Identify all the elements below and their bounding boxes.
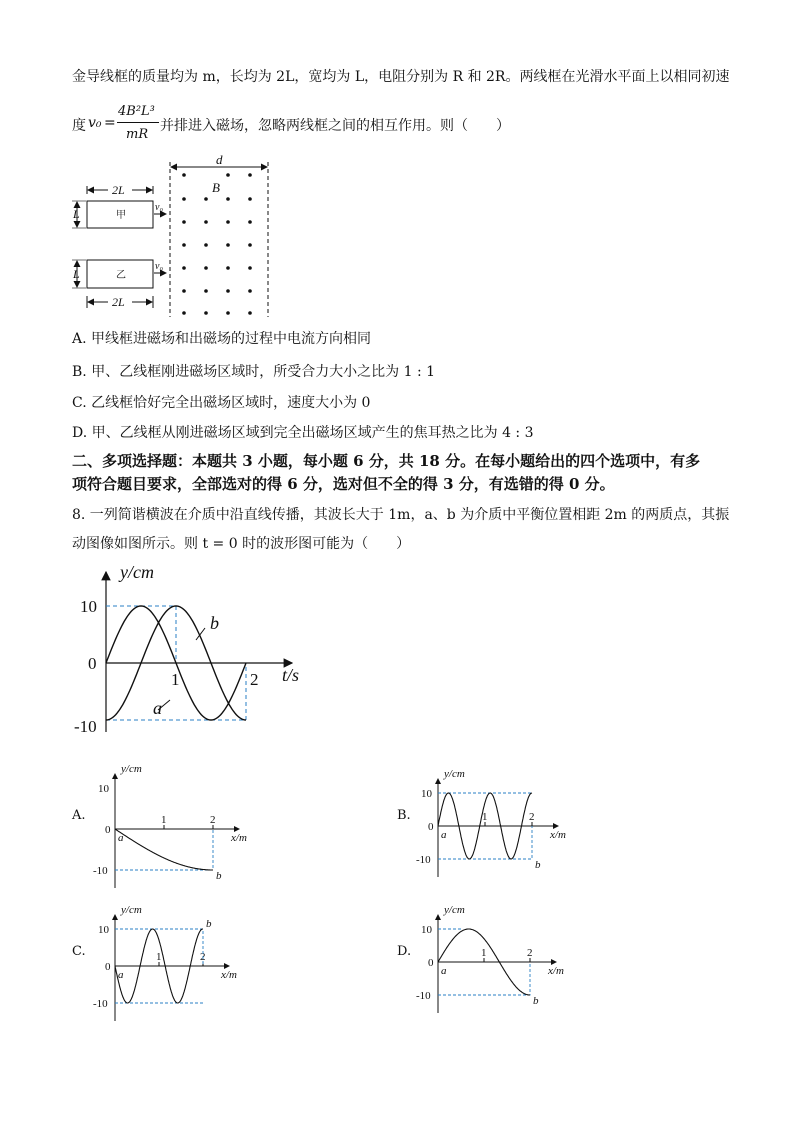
main-y-tick-0: 0 [88, 654, 97, 673]
opt-b-x-tick-2: 2 [529, 811, 535, 823]
field-dot-13 [226, 243, 230, 247]
q7-fraction-denominator: mR [126, 127, 149, 142]
opt-d-y-tick-0: 0 [428, 957, 434, 969]
main-x-tick-2: 2 [250, 670, 259, 689]
opt-a-y-label: y/cm [121, 763, 142, 775]
field-dot-9 [226, 220, 230, 224]
option-b-label: B. [397, 808, 411, 823]
opt-c-y-label: y/cm [121, 904, 142, 916]
field-dot-24 [204, 311, 208, 315]
opt-c-y-tick-10: 10 [98, 924, 109, 936]
magnetic-field-figure [60, 152, 280, 322]
opt-b-y-label: y/cm [444, 768, 465, 780]
field-dot-7 [182, 220, 186, 224]
opt-a-x-label: x/m [231, 832, 247, 844]
main-y-tick-10: 10 [80, 597, 97, 616]
field-dot-19 [182, 289, 186, 293]
field-dot-11 [182, 243, 186, 247]
opt-c-point-a: a [118, 969, 124, 981]
opt-d-point-b: b [533, 995, 539, 1007]
frame-yi-height-label: L [73, 267, 80, 281]
field-dot-1 [226, 173, 230, 177]
opt-c-x-tick-2: 2 [200, 951, 206, 963]
opt-c-y-tick-0: 0 [105, 961, 111, 973]
option-b-waveform [410, 763, 570, 873]
curve-b-label: b [210, 613, 219, 633]
field-dot-8 [204, 220, 208, 224]
field-dot-23 [182, 311, 186, 315]
opt-c-x-tick-1: 1 [156, 951, 162, 963]
option-d-waveform [410, 898, 570, 1010]
option-a-waveform [85, 755, 265, 880]
q7-line-2-suffix: 并排进入磁场，忽略两线框之间的相互作用。则（ ） [160, 118, 510, 134]
q8-line-1: 8. 一列简谐横波在介质中沿直线传播，其波长大于 1m，a、b 为介质中平衡位置相距 2m 的两质点，其振 [72, 507, 730, 523]
main-y-label: y/cm [120, 562, 154, 582]
q7-option-a: A. 甲线框进磁场和出磁场的过程中电流方向相同 [72, 331, 372, 347]
frame-yi-label: 乙 [116, 270, 126, 281]
main-x-label: t/s [282, 665, 300, 685]
field-dot-18 [248, 266, 252, 270]
bottom-width-label: 2L [112, 295, 125, 309]
opt-d-x-tick-1: 1 [481, 947, 487, 959]
q7-eq: = [104, 115, 116, 131]
opt-d-x-tick-2: 2 [527, 947, 533, 959]
field-dot-20 [204, 289, 208, 293]
frame-jia-v-label: v₀ [155, 202, 163, 213]
opt-d-point-a: a [441, 965, 447, 977]
vibration-chart [70, 560, 330, 740]
opt-d-x-label: x/m [548, 965, 564, 977]
opt-d-y-tick-10: 10 [421, 924, 432, 936]
field-dot-16 [204, 266, 208, 270]
field-dot-2 [248, 173, 252, 177]
field-dot-6 [248, 197, 252, 201]
frame-jia-label: 甲 [116, 210, 126, 221]
opt-c-y-tick-neg10: -10 [93, 998, 108, 1010]
opt-b-y-tick-0: 0 [428, 821, 434, 833]
field-dot-26 [248, 311, 252, 315]
q8-line-2: 动图像如图所示。则 t = 0 时的波形图可能为（ ） [72, 536, 411, 552]
opt-b-point-b: b [535, 859, 541, 871]
opt-d-y-label: y/cm [444, 904, 465, 916]
opt-a-x-tick-2: 2 [210, 814, 216, 826]
q7-fraction-bar [117, 122, 159, 123]
option-c-waveform [85, 893, 255, 1013]
opt-b-point-a: a [441, 829, 447, 841]
field-dot-15 [182, 266, 186, 270]
field-dot-3 [182, 197, 186, 201]
opt-a-y-tick-0: 0 [105, 824, 111, 836]
option-d-label: D. [397, 944, 412, 959]
opt-a-y-tick-neg10: -10 [93, 865, 108, 877]
d-label: d [216, 152, 223, 167]
opt-d-y-tick-neg10: -10 [416, 990, 431, 1002]
q7-fraction-numerator: 4B²L³ [118, 104, 155, 119]
q7-line-1: 金导线框的质量均为 m，长均为 2L，宽均为 L，电阻分别为 R 和 2R。两线框在光滑水平面上以相同初速 [72, 69, 730, 85]
top-width-label: 2L [112, 183, 125, 197]
field-dot-0 [182, 173, 186, 177]
opt-c-point-b: b [206, 918, 212, 930]
main-y-tick-neg10: -10 [74, 717, 97, 736]
q7-line-2-prefix: 度 [72, 118, 86, 134]
field-dot-4 [204, 197, 208, 201]
frame-jia-height-label: L [73, 207, 80, 221]
opt-b-x-tick-1: 1 [482, 811, 488, 823]
opt-b-x-label: x/m [550, 829, 566, 841]
option-c-label: C. [72, 944, 86, 959]
opt-a-point-b: b [216, 870, 222, 882]
frame-yi-v-label: v₀ [155, 261, 163, 272]
opt-a-point-a: a [118, 832, 124, 844]
opt-a-y-tick-10: 10 [98, 783, 109, 795]
opt-a-guide-b [115, 829, 213, 870]
b-label: B [212, 180, 220, 195]
field-dot-17 [226, 266, 230, 270]
opt-a-wave [115, 829, 213, 870]
field-dot-25 [226, 311, 230, 315]
main-guide-top [106, 606, 176, 663]
opt-a-x-tick-1: 1 [161, 814, 167, 826]
option-a-label: A. [72, 808, 86, 823]
field-dot-14 [248, 243, 252, 247]
q7-v0: v₀ [88, 115, 102, 131]
section2-heading-line-1: 二、多项选择题：本题共 3 小题，每小题 6 分，共 18 分。在每小题给出的四个选项中，有多 [72, 452, 701, 470]
curve-a-label: a [153, 698, 162, 718]
field-dot-22 [248, 289, 252, 293]
opt-c-x-label: x/m [221, 969, 237, 981]
field-dot-10 [248, 220, 252, 224]
field-dot-21 [226, 289, 230, 293]
q7-option-d: D. 甲、乙线框从刚进磁场区域到完全出磁场区域产生的焦耳热之比为 4 : 3 [72, 425, 534, 441]
section2-heading-line-2: 项符合题目要求，全部选对的得 6 分，选对但不全的得 3 分，有选错的得 0 分。 [72, 475, 615, 493]
field-dot-5 [226, 197, 230, 201]
opt-b-y-tick-10: 10 [421, 788, 432, 800]
opt-b-y-tick-neg10: -10 [416, 854, 431, 866]
main-x-tick-1: 1 [171, 670, 180, 689]
field-dot-12 [204, 243, 208, 247]
q7-option-c: C. 乙线框恰好完全出磁场区域时，速度大小为 0 [72, 395, 371, 411]
opt-d-guide-b [438, 962, 530, 995]
q7-option-b: B. 甲、乙线框刚进磁场区域时，所受合力大小之比为 1 : 1 [72, 364, 436, 380]
